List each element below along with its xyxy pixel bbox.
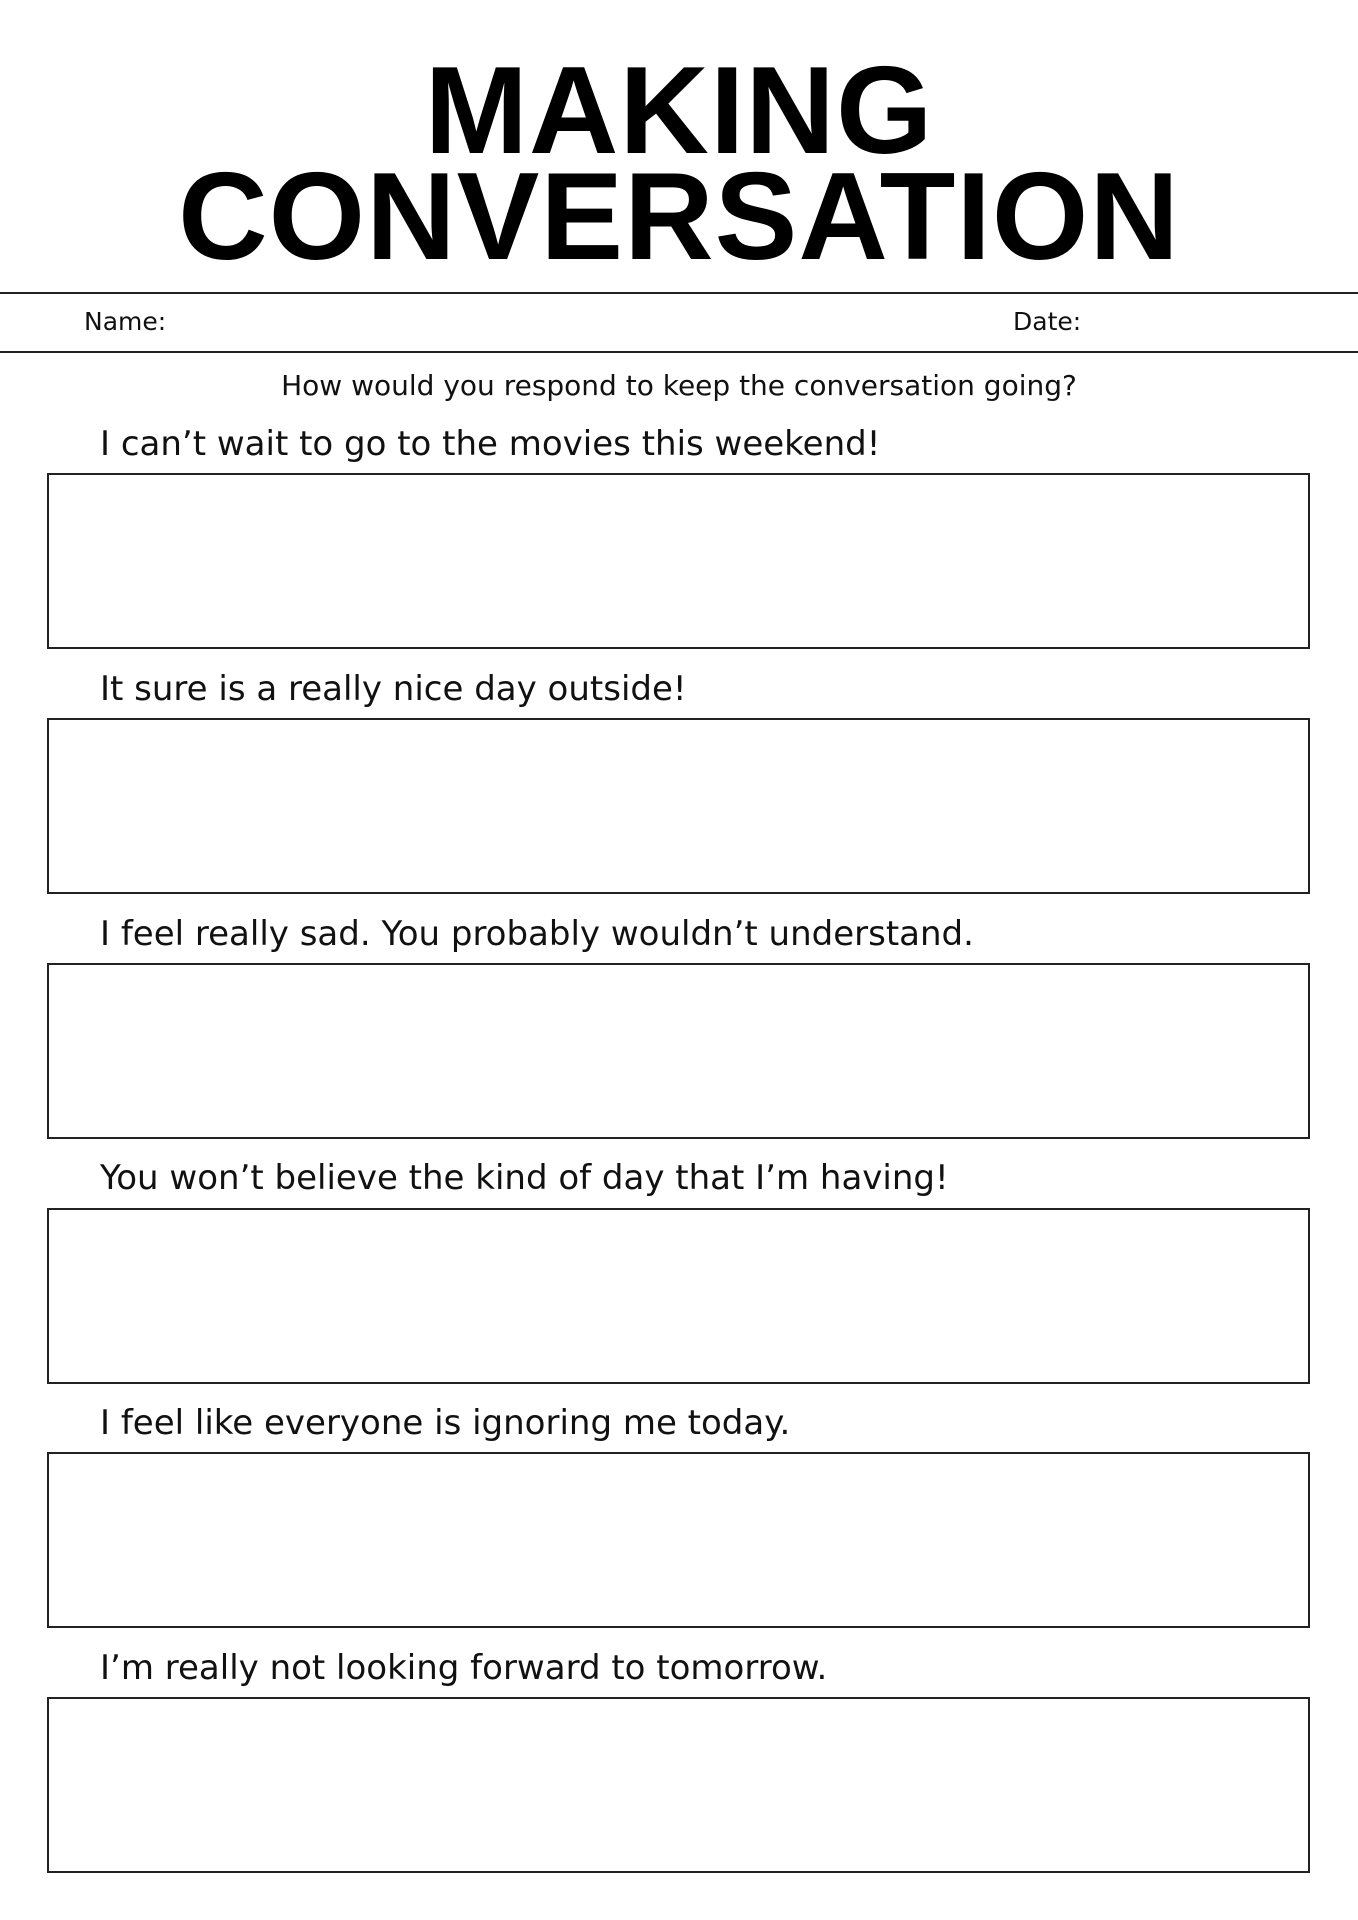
header-divider-bottom [0, 351, 1358, 353]
answer-box-6[interactable] [47, 1697, 1310, 1873]
prompt-3: I feel really sad. You probably wouldn’t understand. [100, 914, 974, 954]
worksheet-title-line-1: MAKING [424, 42, 934, 180]
answer-box-1[interactable] [47, 473, 1310, 649]
answer-box-3[interactable] [47, 963, 1310, 1139]
answer-box-4[interactable] [47, 1208, 1310, 1384]
name-label: Name: [84, 307, 167, 336]
date-label: Date: [1013, 307, 1082, 336]
answer-box-5[interactable] [47, 1452, 1310, 1628]
prompt-5: I feel like everyone is ignoring me today. [100, 1403, 791, 1443]
worksheet-title-line-2: CONVERSATION [178, 148, 1180, 286]
prompt-4: You won’t believe the kind of day that I’m having! [100, 1158, 949, 1198]
prompt-6: I’m really not looking forward to tomorrow. [100, 1648, 828, 1688]
header-divider-top [0, 292, 1358, 294]
prompt-1: I can’t wait to go to the movies this weekend! [100, 424, 881, 464]
answer-box-2[interactable] [47, 718, 1310, 894]
prompt-2: It sure is a really nice day outside! [100, 669, 687, 709]
instruction-text: How would you respond to keep the conversation going? [281, 369, 1077, 402]
